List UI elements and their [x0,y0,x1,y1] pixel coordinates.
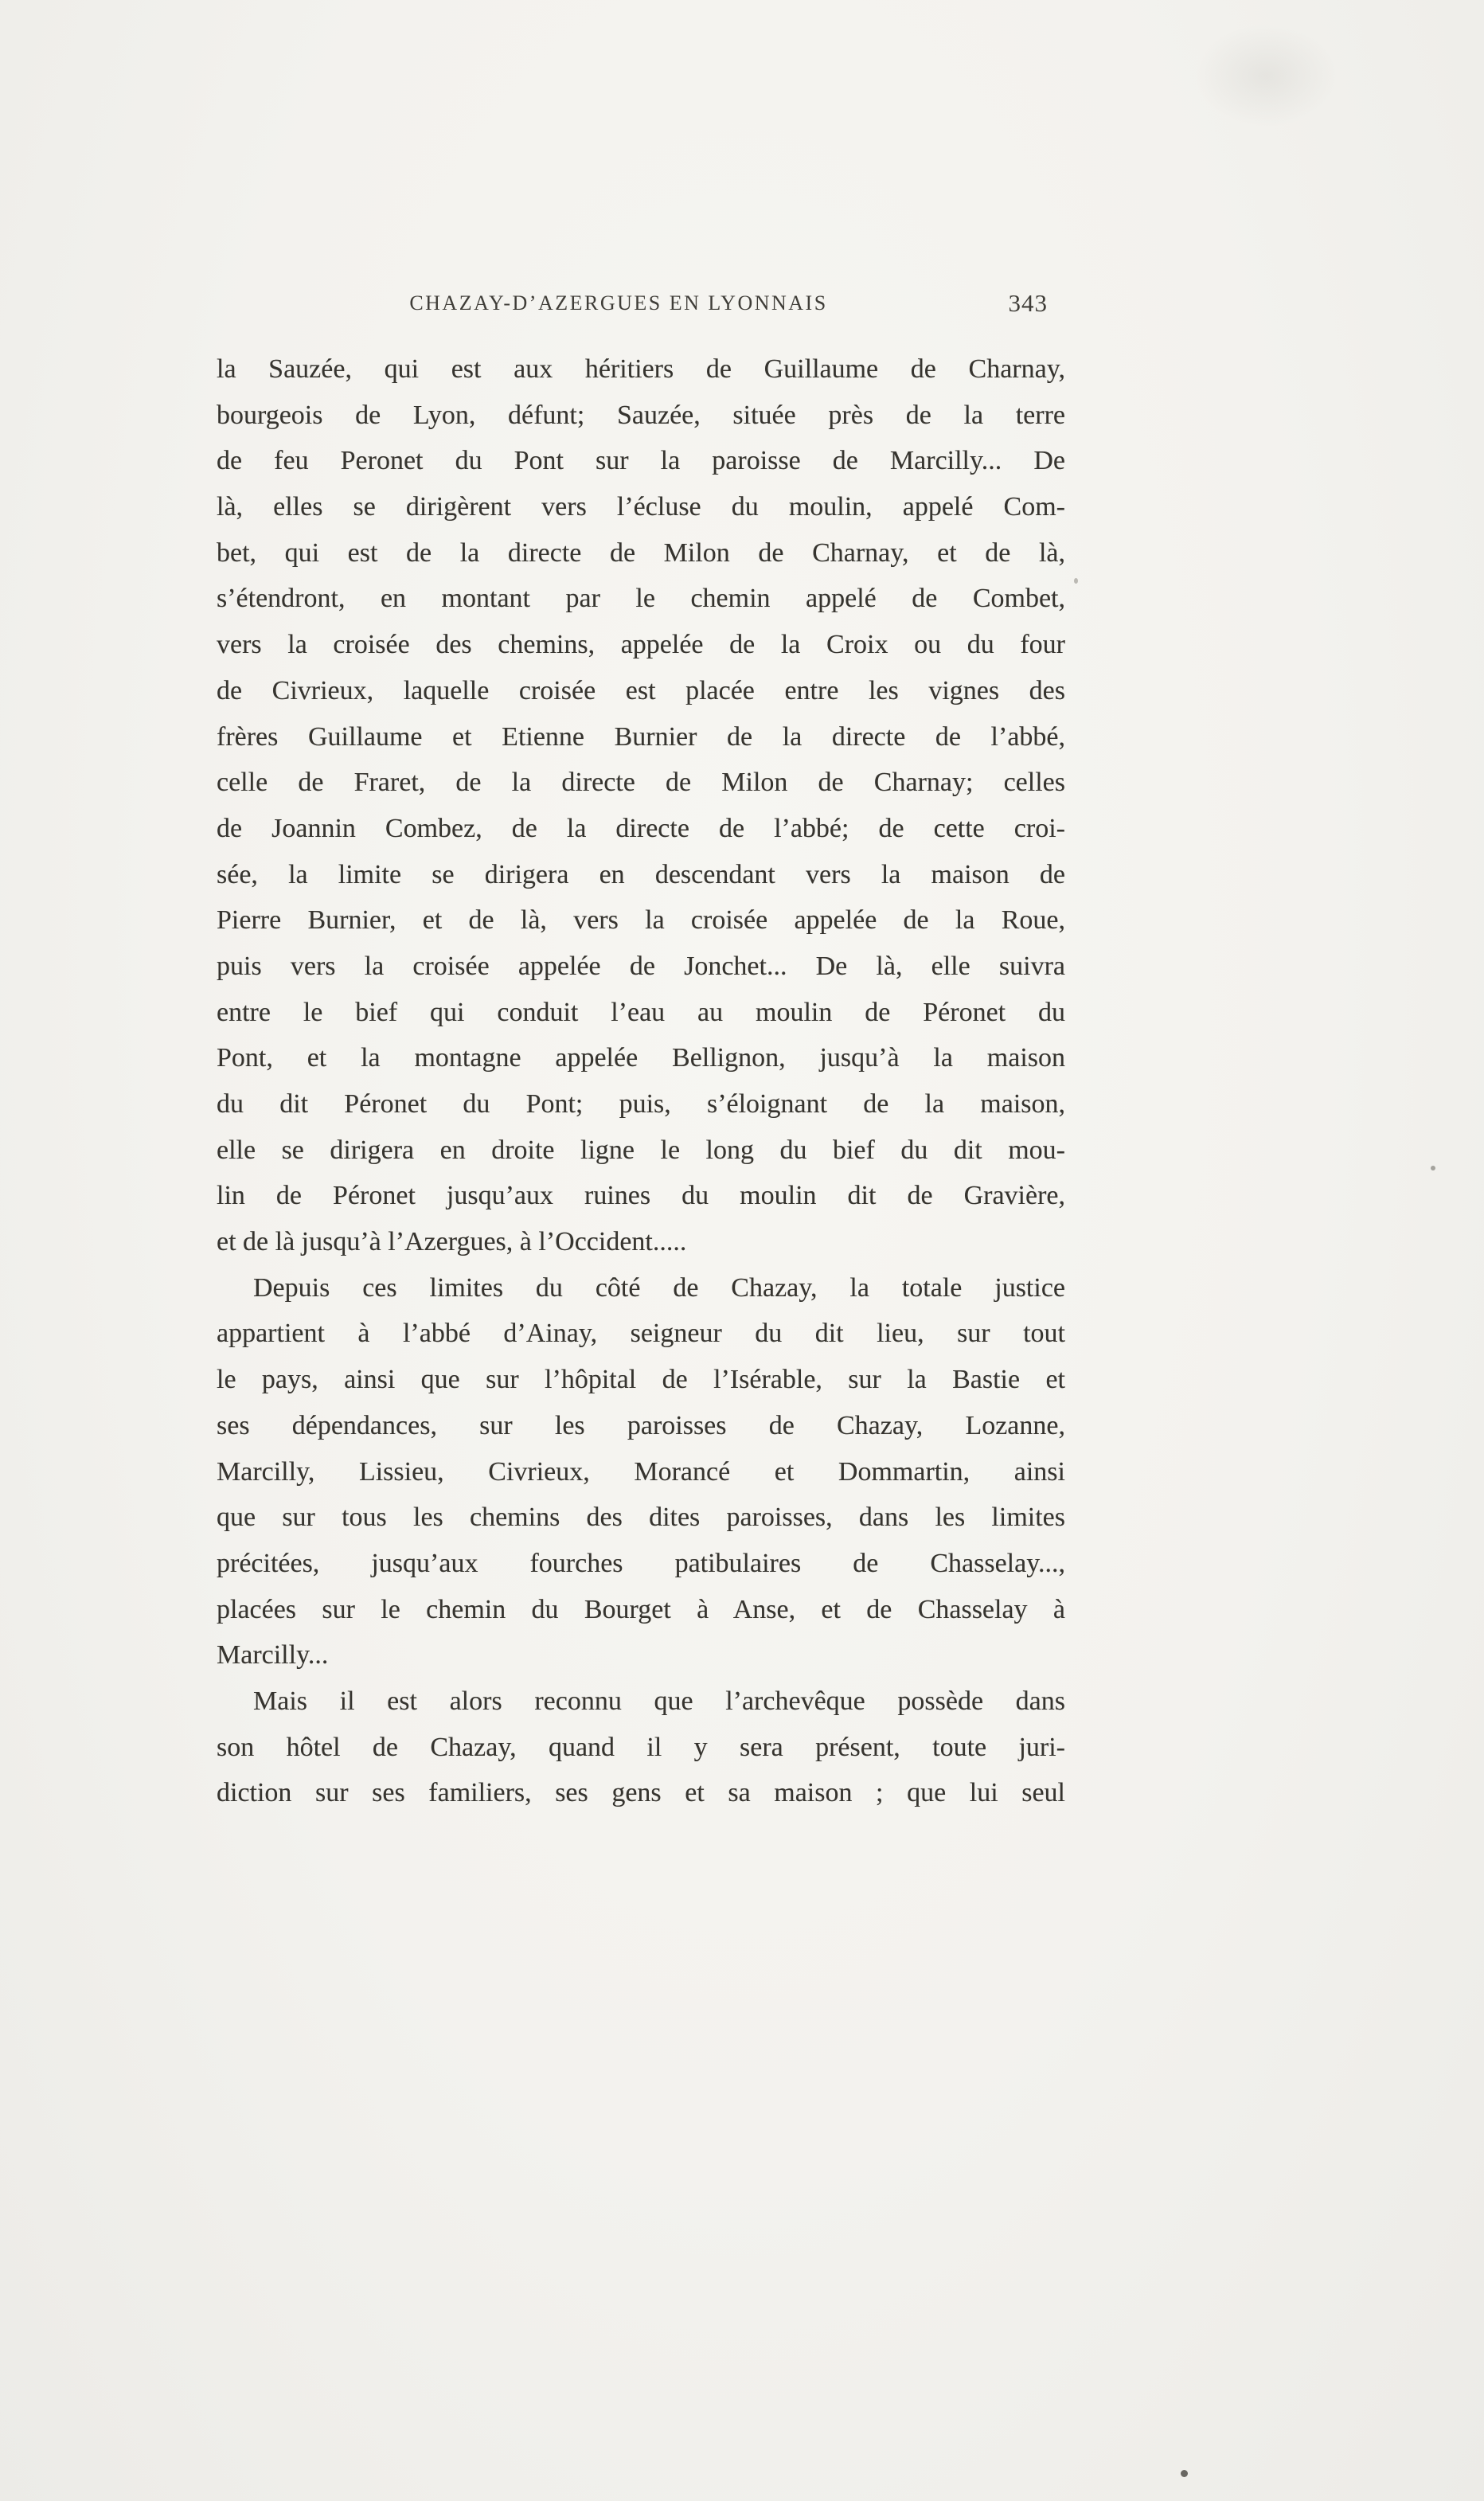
text-line: Marcilly... [217,1640,329,1671]
text-line: là, elles se dirigèrent vers l’écluse du moulin, appelé Com- [217,492,1065,522]
text-line: s’étendront, en montant par le chemin appelé de Combet, [217,584,1065,614]
text-line: appartient à l’abbé d’Ainay, seigneur du dit lieu, sur tout [217,1319,1065,1349]
scan-speckle [1431,1166,1435,1170]
page-body [217,346,1065,1816]
text-line: de Joannin Combez, de la directe de l’abbé; de cette croi- [217,813,1065,843]
paragraph-1 [217,346,1065,1265]
paragraph-3 [217,1678,1065,1816]
text-line: du dit Péronet du Pont; puis, s’éloignant de la maison, [217,1089,1065,1119]
text-line: bourgeois de Lyon, défunt; Sauzée, située près de la terre [217,400,1065,430]
text-line: elle se dirigera en droite ligne le long du bief du dit mou- [217,1135,1065,1165]
text-line: Marcilly, Lissieu, Civrieux, Morancé et Dommartin, ainsi [217,1456,1065,1487]
text-line: et de là jusqu’à l’Azergues, à l’Occident..... [217,1227,687,1257]
text-line: son hôtel de Chazay, quand il y sera présent, toute juri- [217,1732,1065,1762]
text-line: Pont, et la montagne appelée Bellignon, jusqu’à la maison [217,1043,1065,1073]
text-line: Pierre Burnier, et de là, vers la croisée appelée de la Roue, [217,905,1065,936]
text-line: Depuis ces limites du côté de Chazay, la totale justice [253,1272,1065,1303]
text-line: de Civrieux, laquelle croisée est placée entre les vignes des [217,675,1065,705]
scan-speckle [1074,578,1078,584]
running-title: CHAZAY-D’AZERGUES EN LYONNAIS [409,291,828,315]
text-line: celle de Fraret, de la directe de Milon de Charnay; celles [217,768,1065,798]
text-line: que sur tous les chemins des dites paroisses, dans les limites [217,1503,1065,1533]
text-line: puis vers la croisée appelée de Jonchet... De là, elle suivra [217,951,1065,981]
text-line: diction sur ses familiers, ses gens et sa maison ; que lui seul [217,1778,1065,1808]
text-line: de feu Peronet du Pont sur la paroisse de Marcilly... De [217,446,1065,476]
text-line: la Sauzée, qui est aux héritiers de Guillaume de Charnay, [217,354,1065,384]
text-line: lin de Péronet jusqu’aux ruines du moulin dit de Gravière, [217,1181,1065,1211]
text-line: le pays, ainsi que sur l’hôpital de l’Isérable, sur la Bastie et [217,1365,1065,1395]
text-line: vers la croisée des chemins, appelée de la Croix ou du four [217,630,1065,660]
text-line: sée, la limite se dirigera en descendant vers la maison de [217,859,1065,889]
text-line: placées sur le chemin du Bourget à Anse, et de Chasselay à [217,1594,1065,1624]
text-line: bet, qui est de la directe de Milon de Charnay, et de là, [217,537,1065,568]
text-line: ses dépendances, sur les paroisses de Chazay, Lozanne, [217,1410,1065,1440]
text-line: précitées, jusqu’aux fourches patibulaires de Chasselay..., [217,1548,1065,1578]
scan-smudge [1194,24,1338,127]
text-line: frères Guillaume et Etienne Burnier de la directe de l’abbé, [217,721,1065,752]
page-number: 343 [1008,289,1048,317]
page-header [217,290,1065,322]
scan-speckle [1181,2470,1188,2477]
text-line: entre le bief qui conduit l’eau au moulin de Péronet du [217,997,1065,1027]
paragraph-2 [217,1265,1065,1678]
text-line: Mais il est alors reconnu que l’archevêque possède dans [253,1686,1065,1716]
